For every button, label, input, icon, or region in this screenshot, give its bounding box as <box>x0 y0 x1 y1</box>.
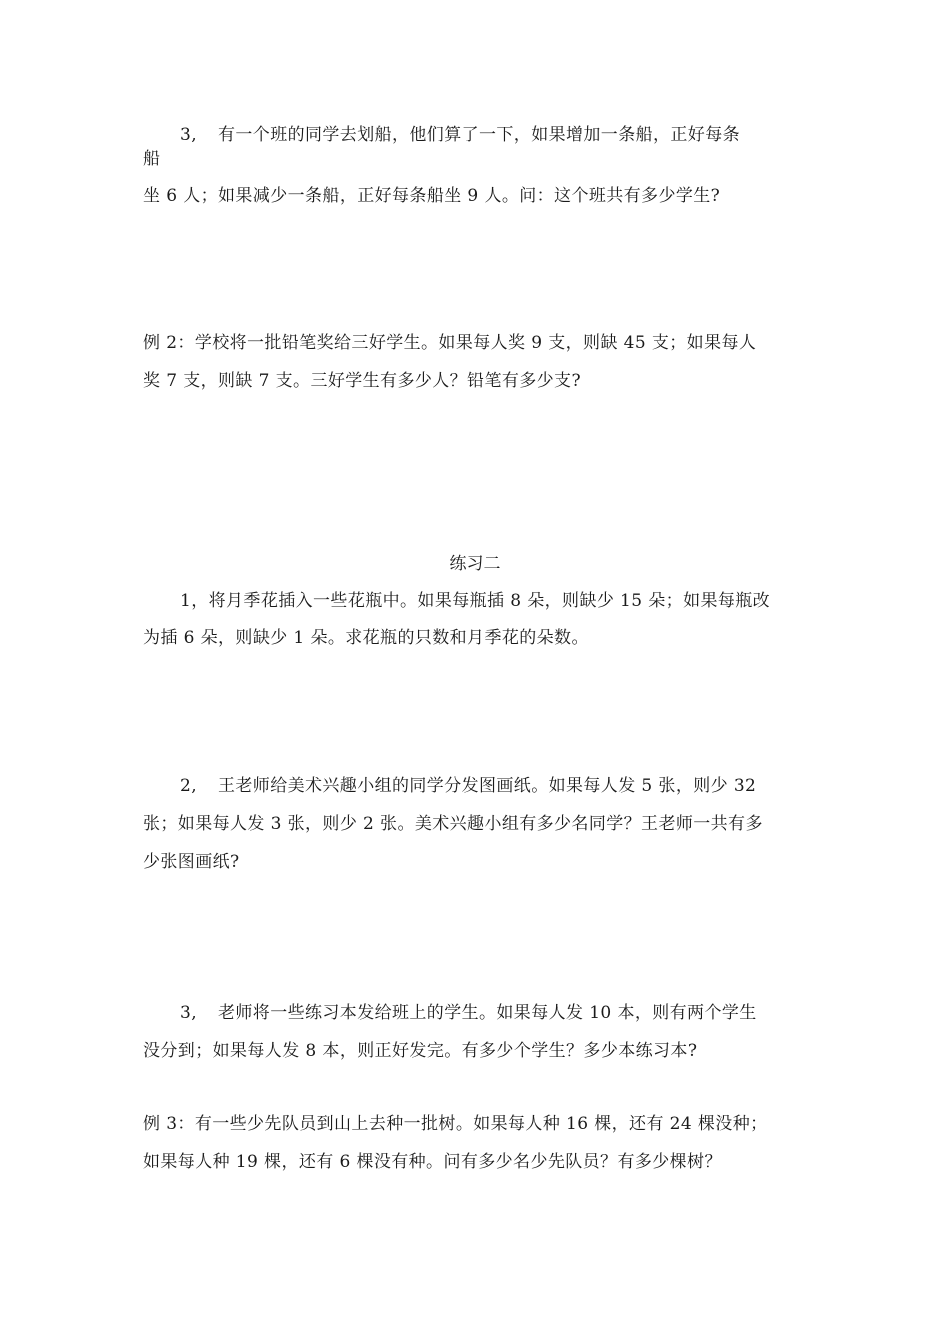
exercise1-line1: 1，将月季花插入一些花瓶中。如果每瓶插 8 朵，则缺少 15 朵；如果每瓶改 <box>180 591 771 611</box>
exercise2-line1 <box>180 773 850 799</box>
q3-text-1: 有一个班的同学去划船，他们算了一下，如果增加一条船，正好每条 <box>218 125 740 145</box>
example3-line2: 如果每人种 19 棵，还有 6 棵没有种。问有多少名少先队员？有多少棵树？ <box>143 1152 722 1172</box>
q3-line1 <box>180 122 850 148</box>
exercise2-line3: 少张图画纸? <box>143 852 240 872</box>
exercise2-text-1: 王老师给美术兴趣小组的同学分发图画纸。如果每人发 5 张，则少 32 <box>218 776 757 796</box>
exercise3-number: 3, <box>180 1003 198 1023</box>
q3-number: 3, <box>180 125 198 145</box>
example3-line1: 例 3：有一些少先队员到山上去种一批树。如果每人种 16 棵，还有 24 棵没种； <box>143 1114 768 1134</box>
exercise1-line2: 为插 6 朵，则缺少 1 朵。求花瓶的只数和月季花的朵数。 <box>143 628 589 648</box>
exercise3-line1 <box>180 1000 850 1026</box>
example2-line2: 奖 7 支，则缺 7 支。三好学生有多少人？铅笔有多少支? <box>143 371 581 391</box>
example2-line1: 例 2：学校将一批铅笔奖给三好学生。如果每人奖 9 支，则缺 45 支；如果每人 <box>143 333 757 353</box>
section-title: 练习二 <box>449 554 501 574</box>
q3-line1-wrap: 船 <box>143 149 161 169</box>
exercise3-line2: 没分到；如果每人发 8 本，则正好发完。有多少个学生？多少本练习本? <box>143 1041 698 1061</box>
q3-line2: 坐 6 人；如果减少一条船，正好每条船坐 9 人。问：这个班共有多少学生? <box>143 186 721 206</box>
exercise2-number: 2, <box>180 776 198 796</box>
exercise2-line2: 张；如果每人发 3 张，则少 2 张。美术兴趣小组有多少名同学？王老师一共有多 <box>143 814 763 834</box>
exercise3-text-1: 老师将一些练习本发给班上的学生。如果每人发 10 本，则有两个学生 <box>218 1003 757 1023</box>
